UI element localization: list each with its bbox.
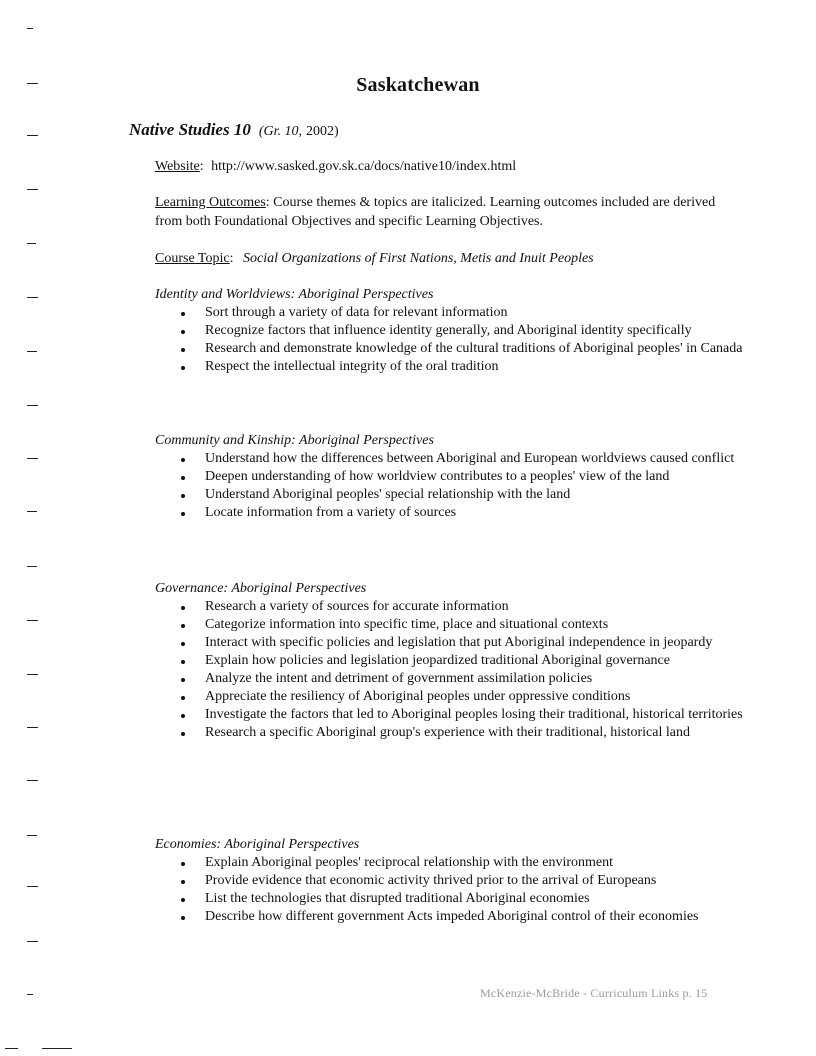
- edge-mark: [27, 458, 38, 459]
- edge-mark: [27, 727, 38, 728]
- list-item-text: Explain Aboriginal peoples' reciprocal relationship with the environment: [205, 855, 614, 870]
- list-item-text: Locate information from a variety of sources: [205, 505, 457, 520]
- edge-mark: [27, 297, 38, 298]
- bullet-icon: [181, 642, 185, 646]
- list-item: [155, 450, 745, 468]
- course-heading: [129, 120, 339, 140]
- edge-mark: [27, 511, 37, 512]
- website-url[interactable]: http://www.sasked.gov.sk.ca/docs/native10/index.html: [211, 159, 517, 174]
- bullet-icon: [181, 916, 185, 920]
- edge-mark: [27, 994, 33, 995]
- website-sep: :: [199, 159, 204, 174]
- list-item-text: Sort through a variety of data for relevant information: [205, 305, 508, 320]
- list-item: [155, 652, 745, 670]
- website-row: [155, 157, 740, 176]
- bullet-icon: [181, 458, 185, 462]
- list-item: [155, 486, 745, 504]
- bullet-icon: [181, 678, 185, 682]
- bullet-icon: [181, 624, 185, 628]
- list-item-text: List the technologies that disrupted traditional Aboriginal economies: [205, 891, 590, 906]
- list-item: [155, 908, 745, 926]
- section-governance: [155, 580, 745, 742]
- edge-mark: [27, 135, 38, 136]
- edge-mark: [27, 620, 38, 621]
- list-item-text: Research a variety of sources for accurate information: [205, 599, 509, 614]
- list-item: [155, 706, 745, 724]
- edge-mark: [27, 189, 38, 190]
- learning-outcomes-row: [155, 193, 740, 231]
- section-heading: Economies: Aboriginal Perspectives: [155, 837, 360, 852]
- course-grade: (Gr. 10,: [258, 124, 303, 139]
- list-item: [155, 616, 745, 634]
- list-item-text: Research a specific Aboriginal group's experience with their traditional, historical land: [205, 725, 690, 740]
- section-economies: [155, 836, 745, 926]
- outcome-list: [155, 598, 745, 742]
- list-item-text: Understand how the differences between Aboriginal and European worldviews caused conflict: [205, 451, 735, 466]
- list-item-text: Interact with specific policies and legislation that put Aboriginal independence in jeopardy: [205, 635, 713, 650]
- list-item: [155, 322, 745, 340]
- bullet-icon: [181, 660, 185, 664]
- page-footer: McKenzie-McBride - Curriculum Links p. 15: [480, 986, 708, 1000]
- list-item: [155, 688, 745, 706]
- list-item-text: Explain how policies and legislation jeopardized traditional Aboriginal governance: [205, 653, 670, 668]
- list-item-text: Investigate the factors that led to Aboriginal peoples losing their traditional, historical territories: [205, 707, 743, 722]
- bullet-icon: [181, 366, 185, 370]
- edge-mark: [27, 674, 38, 675]
- section-identity-worldviews: [155, 286, 745, 376]
- edge-mark: [27, 28, 33, 29]
- edge-mark: [42, 1048, 72, 1049]
- page-title: Saskatchewan: [356, 74, 480, 96]
- outcome-list: [155, 854, 745, 926]
- bullet-icon: [181, 348, 185, 352]
- list-item: [155, 358, 745, 376]
- list-item: [155, 634, 745, 652]
- section-heading: Governance: Aboriginal Perspectives: [155, 581, 367, 596]
- list-item-text: Appreciate the resiliency of Aboriginal peoples under oppressive conditions: [205, 689, 631, 704]
- outcome-list: [155, 304, 745, 376]
- edge-mark: [27, 886, 38, 887]
- course-topic-text: Social Organizations of First Nations, Metis and Inuit Peoples: [242, 251, 594, 266]
- bullet-icon: [181, 494, 185, 498]
- course-topic-label: Course Topic: [155, 251, 230, 266]
- course-topic-sep: :: [229, 251, 234, 266]
- website-label: Website: [155, 159, 200, 174]
- list-item: [155, 670, 745, 688]
- edge-mark: [5, 1048, 18, 1049]
- list-item: [155, 724, 745, 742]
- list-item: [155, 504, 745, 522]
- edge-mark: [27, 835, 37, 836]
- edge-mark: [27, 941, 38, 942]
- edge-mark: [27, 351, 37, 352]
- edge-mark: [27, 566, 37, 567]
- edge-mark: [27, 780, 38, 781]
- course-year: 2002): [306, 124, 339, 139]
- bullet-icon: [181, 476, 185, 480]
- bullet-icon: [181, 512, 185, 516]
- list-item: [155, 890, 745, 908]
- list-item: [155, 872, 745, 890]
- bullet-icon: [181, 606, 185, 610]
- section-community-kinship: [155, 432, 745, 522]
- list-item-text: Recognize factors that influence identity generally, and Aboriginal identity specifically: [205, 323, 692, 338]
- bullet-icon: [181, 862, 185, 866]
- course-name: Native Studies 10: [129, 120, 251, 139]
- list-item-text: Understand Aboriginal peoples' special relationship with the land: [205, 487, 571, 502]
- bullet-icon: [181, 898, 185, 902]
- bullet-icon: [181, 880, 185, 884]
- list-item-text: Analyze the intent and detriment of government assimilation policies: [205, 671, 593, 686]
- list-item-text: Provide evidence that economic activity thrived prior to the arrival of Europeans: [205, 873, 657, 888]
- section-heading: Community and Kinship: Aboriginal Perspectives: [155, 433, 434, 448]
- learning-outcomes-label: Learning Outcomes: [155, 195, 266, 210]
- bullet-icon: [181, 330, 185, 334]
- section-heading: Identity and Worldviews: Aboriginal Perspectives: [155, 287, 434, 302]
- bullet-icon: [181, 714, 185, 718]
- edge-mark: [27, 405, 38, 406]
- list-item-text: Categorize information into specific time, place and situational contexts: [205, 617, 609, 632]
- list-item: [155, 468, 745, 486]
- outcome-list: [155, 450, 745, 522]
- list-item: [155, 340, 745, 358]
- list-item-text: Respect the intellectual integrity of the oral tradition: [205, 359, 499, 374]
- bullet-icon: [181, 312, 185, 316]
- list-item-text: Describe how different government Acts impeded Aboriginal control of their economies: [205, 909, 699, 924]
- list-item-text: Deepen understanding of how worldview contributes to a peoples' view of the land: [205, 469, 670, 484]
- edge-mark: [27, 243, 36, 244]
- learning-outcomes-text: : Course themes & topics are italicized. Learning outcomes included are derived from both Foundational Objectives and specific Learning Objectives.: [155, 195, 716, 229]
- bullet-icon: [181, 732, 185, 736]
- course-topic-row: [155, 249, 740, 268]
- list-item: [155, 304, 745, 322]
- list-item: [155, 854, 745, 872]
- list-item-text: Research and demonstrate knowledge of the cultural traditions of Aboriginal peoples' in Canada: [205, 341, 743, 356]
- list-item: [155, 598, 745, 616]
- bullet-icon: [181, 696, 185, 700]
